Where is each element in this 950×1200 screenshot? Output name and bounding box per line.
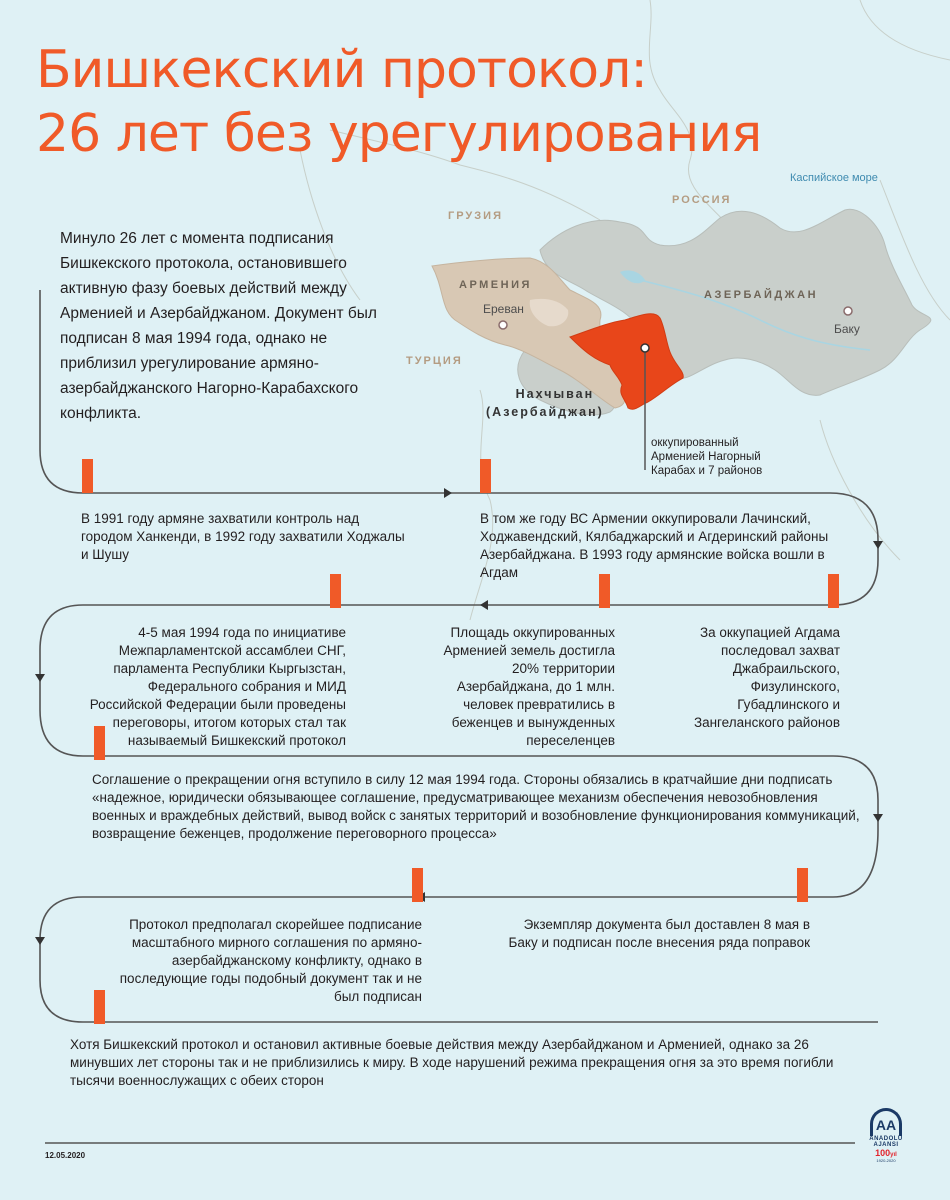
nakhchivan-label: [486, 385, 604, 421]
caspian-sea-label: Каспийское море: [790, 172, 878, 184]
timeline-item-1992-1993: В том же году ВС Армении оккупировали Лачинский, Ходжавендский, Кялбаджарский и Агдеринский районы Азербайджана. В 1993 году армянские войска вошли в Агдам: [480, 511, 829, 580]
timeline-item-ceasefire: Соглашение о прекращении огня вступило в силу 12 мая 1994 года. Стороны обязались в кратчайшие дни подписать «надежное, юридически обязывающее соглашение, предусматривающее механизм обеспечения невозобновления военных и враждебных действий, вывод войск с занятых территорий и возобновление функционирования коммуникаций, возвращение беженцев, продолжение переговорного процесса»: [92, 772, 860, 841]
timeline-marker: [330, 574, 341, 608]
logo-text: ANADOLU AJANSI: [869, 1136, 903, 1148]
timeline-marker: [797, 868, 808, 902]
timeline-item-negotiations: 4-5 мая 1994 года по инициативе Межпарламентской ассамблеи СНГ, парламента Республики Кыргызстан, Федерального собрания и МИД Российской Федерации были проведены переговоры, итогом которых стал так называемый Бишкекский протокол: [89, 625, 346, 748]
russia-label: РОССИЯ: [672, 194, 732, 206]
occupied-callout: [651, 436, 762, 478]
intro-paragraph: Минуло 26 лет с момента подписания Бишкекского протокола, остановившего активную фазу боевых действий между Арменией и Азербайджаном. Документ был подписан 8 мая 1994 года, однако не приблизил урегулирование армяно-азербайджанского Нагорно-Карабахского конфликта.: [60, 230, 377, 422]
callout-line-2: Арменией Нагорный: [651, 451, 761, 463]
timeline-marker: [412, 868, 423, 902]
timeline-marker: [480, 459, 491, 493]
nakhchivan-country: (Азербайджан): [486, 405, 604, 419]
baku-label: Баку: [834, 322, 860, 336]
timeline-item-occupied-area: Площадь оккупированных Арменией земель достигла 20% территории Азербайджана, до 1 млн. человек превратились в беженцев и вынужденных переселенцев: [443, 625, 615, 748]
title-line-1: Бишкекский протокол:: [36, 40, 647, 100]
anniversary-badge: [856, 1148, 916, 1158]
georgia-label: ГРУЗИЯ: [448, 210, 503, 222]
conclusion-paragraph: Хотя Бишкекский протокол и остановил активные боевые действия между Азербайджаном и Арменией, однако за 26 минувших лет стороны так и не приблизились к миру. В ходе нарушений режима прекращения огня за это время погибли тысячи военнослужащих с обеих сторон: [70, 1037, 834, 1088]
aa-logo-icon: AA: [870, 1108, 902, 1136]
timeline-item-1991: В 1991 году армяне захватили контроль над городом Ханкенди, в 1992 году захватили Ходжалы и Шушу: [81, 511, 405, 562]
callout-line-1: оккупированный: [651, 437, 739, 449]
nakhchivan-name: Нахчыван: [515, 387, 595, 401]
turkey-label: ТУРЦИЯ: [406, 355, 463, 367]
title-line-2: 26 лет без урегулирования: [36, 104, 762, 164]
yerevan-label: Ереван: [483, 302, 524, 316]
anniversary-suffix: yıl: [890, 1152, 897, 1158]
callout-line-3: Карабах и 7 районов: [651, 465, 763, 477]
timeline-item-agdam: За оккупацией Агдама последовал захват Джабраильского, Физулинского, Губадлинского и Зангеланского районов: [693, 625, 840, 730]
anniversary-years: 1920-2020: [876, 1158, 896, 1163]
azerbaijan-label: АЗЕРБАЙДЖАН: [704, 289, 819, 301]
anadolu-logo: [856, 1108, 916, 1163]
anniversary-number: 100: [875, 1148, 891, 1158]
armenia-label: АРМЕНИЯ: [459, 279, 532, 291]
publication-date: 12.05.2020: [45, 1151, 86, 1160]
timeline-item-peace-agreement: Протокол предполагал скорейшее подписание масштабного мирного соглашения по армяно-азербайджанскому конфликту, однако в последующие годы подобный документ так и не был подписан: [119, 917, 422, 1004]
timeline-marker: [82, 459, 93, 493]
page-title: [36, 38, 761, 166]
timeline-marker: [94, 990, 105, 1024]
timeline-item-baku-signing: Экземпляр документа был доставлен 8 мая в Баку и подписан после внесения ряда поправок: [508, 917, 810, 950]
